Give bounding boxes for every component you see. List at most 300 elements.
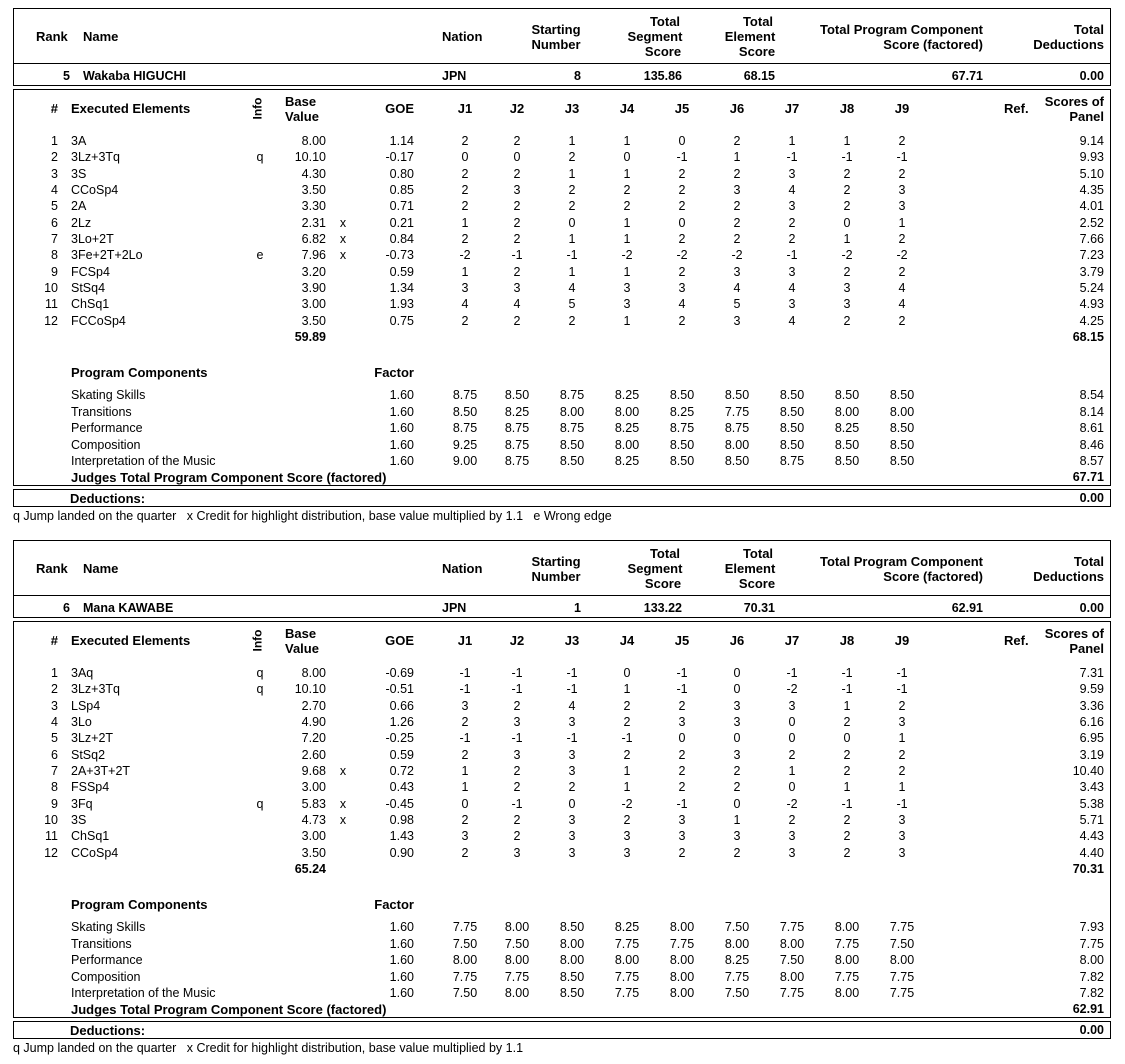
starting-number-header: Starting xyxy=(531,22,581,37)
judge-component-score: 8.75 xyxy=(559,421,585,435)
judge-goe: 2 xyxy=(788,231,796,246)
element-goe: 0.59 xyxy=(389,747,414,762)
judge-component-score: 8.00 xyxy=(889,404,915,419)
total-deductions-header: Total xyxy=(1073,554,1104,569)
judge-goe: 3 xyxy=(733,698,741,713)
judge-goe: -1 xyxy=(459,682,471,697)
judge-component-score: 8.50 xyxy=(779,437,805,452)
judge-goe: 1 xyxy=(568,264,576,279)
judge-component-score: 8.50 xyxy=(724,454,750,468)
component-panel-score: 8.61 xyxy=(1079,421,1104,435)
rank-header: Rank xyxy=(36,561,68,576)
element-panel-score: 3.36 xyxy=(1079,698,1104,713)
judge-goe: 3 xyxy=(461,698,469,713)
judge-goe: -1 xyxy=(621,731,633,746)
judge-header: J2 xyxy=(509,101,525,116)
judge-goe: -2 xyxy=(731,248,743,263)
judge-component-score: 7.75 xyxy=(724,404,750,419)
judge-goe: -1 xyxy=(841,150,853,165)
element-panel-score: 10.40 xyxy=(1072,763,1104,778)
judge-goe: -2 xyxy=(786,796,798,811)
judge-goe: 2 xyxy=(568,150,576,165)
judge-goe: 3 xyxy=(678,714,686,729)
judge-component-score: 8.00 xyxy=(504,986,530,1000)
deductions-label: Deductions: xyxy=(70,491,146,506)
judge-goe: 4 xyxy=(568,280,576,295)
judge-header: J7 xyxy=(784,633,800,648)
judge-goe: 5 xyxy=(733,297,741,312)
judge-goe: 1 xyxy=(788,763,796,778)
total-deductions-value: 0.00 xyxy=(1079,601,1104,615)
element-code: 3A xyxy=(71,134,87,148)
element-base-value: 2.31 xyxy=(301,215,326,230)
element-goe: -0.45 xyxy=(385,796,414,811)
judge-goe: -1 xyxy=(896,682,908,697)
judge-component-score: 8.00 xyxy=(889,953,915,967)
judge-component-score: 7.75 xyxy=(834,936,860,951)
judge-goe: -1 xyxy=(511,796,523,811)
element-number: 7 xyxy=(51,763,58,778)
judge-goe: 3 xyxy=(513,280,521,295)
element-goe: 0.80 xyxy=(389,166,414,181)
skater-nation: JPN xyxy=(442,69,467,83)
judge-component-score: 7.50 xyxy=(504,936,530,951)
element-base-value: 10.10 xyxy=(294,682,326,697)
judge-component-score: 7.75 xyxy=(452,969,478,984)
judge-goe: 2 xyxy=(568,313,576,328)
judge-goe: 1 xyxy=(623,134,631,148)
goe-header: GOE xyxy=(385,101,414,116)
judge-component-score: 8.50 xyxy=(834,454,860,468)
element-goe: 0.98 xyxy=(389,812,414,827)
component-name: Performance xyxy=(71,953,143,967)
judge-component-score: 8.50 xyxy=(889,388,915,402)
element-highlight-flag: x xyxy=(339,763,347,778)
judge-goe: 3 xyxy=(678,812,686,827)
judge-goe: 2 xyxy=(733,215,741,230)
judge-goe: 2 xyxy=(733,199,741,214)
judge-component-score: 8.00 xyxy=(452,953,478,967)
ref-header: Ref. xyxy=(1004,633,1029,648)
judge-goe: -1 xyxy=(676,666,688,680)
judge-component-score: 8.75 xyxy=(504,421,530,435)
judge-goe: -1 xyxy=(841,682,853,697)
judge-header: J2 xyxy=(509,633,525,648)
starting-number-header: Number xyxy=(531,569,581,584)
element-code: FCCoSp4 xyxy=(71,313,126,328)
component-name: Interpretation of the Music xyxy=(71,986,216,1000)
judge-goe: 2 xyxy=(843,714,851,729)
component-factor: 1.60 xyxy=(389,404,414,419)
judge-goe: 2 xyxy=(898,763,906,778)
judge-goe: 2 xyxy=(843,845,851,860)
judge-component-score: 7.75 xyxy=(834,969,860,984)
judge-goe: 2 xyxy=(788,747,796,762)
element-info: q xyxy=(256,682,264,697)
judge-component-score: 7.75 xyxy=(889,986,915,1000)
element-base-value: 8.00 xyxy=(301,666,326,680)
program-components-header: Program Components xyxy=(71,365,208,380)
judge-component-score: 8.25 xyxy=(614,454,640,468)
judge-goe: 3 xyxy=(898,199,906,214)
element-panel-score: 4.35 xyxy=(1079,182,1104,197)
judge-goe: 2 xyxy=(568,199,576,214)
judge-component-score: 8.50 xyxy=(559,969,585,984)
judge-goe: 3 xyxy=(788,199,796,214)
element-panel-score: 4.01 xyxy=(1079,199,1104,214)
judge-goe: 1 xyxy=(461,264,469,279)
judge-component-score: 7.75 xyxy=(614,969,640,984)
element-number: 4 xyxy=(51,714,58,729)
element-panel-score: 5.71 xyxy=(1079,812,1104,827)
judge-component-score: 8.75 xyxy=(504,437,530,452)
judge-goe: 1 xyxy=(898,780,906,795)
judge-goe: 2 xyxy=(513,698,521,713)
element-code: StSq2 xyxy=(71,747,106,762)
judge-goe: 2 xyxy=(461,313,469,328)
tss-value: 135.86 xyxy=(643,69,682,83)
judge-goe: 2 xyxy=(513,829,521,844)
element-panel-score: 9.14 xyxy=(1079,134,1104,148)
element-base-value: 5.83 xyxy=(301,796,326,811)
judge-header: J9 xyxy=(894,633,910,648)
judge-goe: 1 xyxy=(733,150,741,165)
element-number: 11 xyxy=(45,297,58,312)
judge-goe: 3 xyxy=(733,829,741,844)
element-number: 1 xyxy=(51,666,58,680)
scores-of-panel-header: Scores of xyxy=(1044,94,1104,109)
judge-goe: 3 xyxy=(788,698,796,713)
starting-number-value: 1 xyxy=(574,601,581,615)
judge-component-score: 8.25 xyxy=(834,421,860,435)
skater-nation: JPN xyxy=(442,601,467,615)
judge-component-score: 8.00 xyxy=(669,969,695,984)
judge-goe: 2 xyxy=(461,747,469,762)
judge-goe: 2 xyxy=(461,199,469,214)
judge-header: J4 xyxy=(619,633,635,648)
judge-goe: 2 xyxy=(898,134,906,148)
element-panel-score: 5.24 xyxy=(1079,280,1104,295)
element-code: ChSq1 xyxy=(71,829,110,844)
judge-goe: 2 xyxy=(513,134,521,148)
judge-goe: 2 xyxy=(678,780,686,795)
element-goe: 1.26 xyxy=(389,714,414,729)
judge-goe: 0 xyxy=(733,682,741,697)
judge-component-score: 8.50 xyxy=(559,437,585,452)
judge-goe: 4 xyxy=(461,297,469,312)
judge-goe: 1 xyxy=(788,134,796,148)
judge-goe: 1 xyxy=(568,166,576,181)
judge-goe: 2 xyxy=(461,182,469,197)
judge-component-score: 8.50 xyxy=(669,388,695,402)
judge-goe: 0 xyxy=(461,796,469,811)
element-code: FCSp4 xyxy=(71,264,110,279)
element-base-value: 3.00 xyxy=(301,297,326,312)
judge-goe: 2 xyxy=(678,182,686,197)
judge-goe: 0 xyxy=(461,150,469,165)
element-code: 3Fe+2T+2Lo xyxy=(71,248,143,263)
judge-goe: 2 xyxy=(513,313,521,328)
judge-component-score: 8.25 xyxy=(614,920,640,934)
judge-goe: 2 xyxy=(513,763,521,778)
judge-component-score: 8.00 xyxy=(614,404,640,419)
judge-goe: 4 xyxy=(898,280,906,295)
element-panel-score: 9.93 xyxy=(1079,150,1104,165)
judge-goe: -1 xyxy=(786,666,798,680)
summary-divider xyxy=(13,63,1111,64)
judge-goe: 4 xyxy=(733,280,741,295)
judge-goe: 4 xyxy=(788,313,796,328)
judge-goe: 4 xyxy=(788,280,796,295)
judge-component-score: 8.25 xyxy=(614,388,640,402)
judge-goe: 2 xyxy=(513,166,521,181)
judge-goe: -2 xyxy=(676,248,688,263)
judge-goe: -2 xyxy=(621,248,633,263)
element-base-value: 4.90 xyxy=(301,714,326,729)
skater-name: Mana KAWABE xyxy=(83,601,174,615)
element-base-value: 3.50 xyxy=(301,313,326,328)
judge-goe: 2 xyxy=(678,199,686,214)
judge-component-score: 8.75 xyxy=(779,454,805,468)
judge-goe: 2 xyxy=(898,313,906,328)
judge-component-score: 8.75 xyxy=(504,454,530,468)
judge-component-score: 8.00 xyxy=(724,936,750,951)
total-deductions-value: 0.00 xyxy=(1079,69,1104,83)
judge-goe: 3 xyxy=(843,297,851,312)
judge-component-score: 8.00 xyxy=(779,969,805,984)
judge-goe: 1 xyxy=(623,231,631,246)
judge-goe: 0 xyxy=(788,731,796,746)
deductions-label: Deductions: xyxy=(70,1023,146,1038)
judge-goe: -1 xyxy=(511,682,523,697)
base-value-header: Base xyxy=(285,94,317,109)
element-number: 5 xyxy=(51,199,58,214)
judge-goe: 2 xyxy=(513,264,521,279)
judge-goe: 2 xyxy=(678,845,686,860)
judge-goe: 2 xyxy=(513,199,521,214)
judge-goe: -1 xyxy=(566,666,578,680)
element-panel-score: 7.31 xyxy=(1079,666,1104,680)
judge-goe: 2 xyxy=(733,134,741,148)
judge-component-score: 9.25 xyxy=(452,437,478,452)
element-base-value: 8.00 xyxy=(301,134,326,148)
tss-header: Total xyxy=(649,14,681,29)
judge-component-score: 7.50 xyxy=(724,986,750,1000)
element-number: 6 xyxy=(51,215,58,230)
element-base-value: 3.90 xyxy=(301,280,326,295)
judge-component-score: 7.75 xyxy=(614,986,640,1000)
judge-component-score: 8.25 xyxy=(724,953,750,967)
tpcs-header: Total Program Component xyxy=(820,22,983,37)
judge-component-score: 8.75 xyxy=(559,388,585,402)
judge-goe: 2 xyxy=(623,812,631,827)
judge-goe: -1 xyxy=(676,150,688,165)
judge-goe: 3 xyxy=(623,845,631,860)
judge-component-score: 8.50 xyxy=(889,421,915,435)
judge-goe: 1 xyxy=(461,215,469,230)
judge-goe: 3 xyxy=(733,313,741,328)
judge-goe: 3 xyxy=(568,747,576,762)
element-panel-score: 5.10 xyxy=(1079,166,1104,181)
judge-component-score: 8.00 xyxy=(724,437,750,452)
judge-component-score: 7.75 xyxy=(779,920,805,934)
element-number: 4 xyxy=(51,182,58,197)
element-number: 3 xyxy=(51,166,58,181)
judge-goe: 3 xyxy=(898,182,906,197)
tes-header: Total xyxy=(742,546,774,561)
judge-component-score: 8.50 xyxy=(779,421,805,435)
judge-goe: 2 xyxy=(678,698,686,713)
judge-component-score: 8.00 xyxy=(504,920,530,934)
tss-header: Segment xyxy=(627,29,683,44)
element-highlight-flag: x xyxy=(339,215,347,230)
judge-component-score: 8.25 xyxy=(669,404,695,419)
element-highlight-flag: x xyxy=(339,812,347,827)
component-panel-score: 8.46 xyxy=(1079,437,1104,452)
component-factor: 1.60 xyxy=(389,953,414,967)
judge-goe: 2 xyxy=(568,182,576,197)
program-components-header: Program Components xyxy=(71,897,208,912)
judge-goe: 2 xyxy=(623,182,631,197)
element-highlight-flag: x xyxy=(339,248,347,263)
judge-goe: 2 xyxy=(461,134,469,148)
element-code: 3S xyxy=(71,166,87,181)
base-value-header: Base xyxy=(285,626,317,641)
factor-header: Factor xyxy=(374,365,414,380)
judge-goe: 0 xyxy=(733,666,741,680)
nation-header: Nation xyxy=(442,561,483,576)
judge-goe: -1 xyxy=(896,150,908,165)
judge-goe: 2 xyxy=(843,313,851,328)
judge-goe: 1 xyxy=(843,698,851,713)
pcs-total: 67.71 xyxy=(1072,470,1104,484)
judge-goe: 2 xyxy=(623,747,631,762)
judge-goe: 1 xyxy=(623,313,631,328)
judge-component-score: 8.50 xyxy=(834,437,860,452)
judge-component-score: 8.25 xyxy=(504,404,530,419)
judge-goe: 2 xyxy=(623,698,631,713)
skater-rank: 6 xyxy=(63,601,70,615)
element-goe: 1.43 xyxy=(389,829,414,844)
judge-header: J8 xyxy=(839,633,855,648)
tpcs-value: 67.71 xyxy=(951,69,983,83)
judge-component-score: 8.50 xyxy=(452,404,478,419)
judge-goe: 1 xyxy=(568,134,576,148)
judge-component-score: 8.50 xyxy=(779,404,805,419)
element-panel-score: 2.52 xyxy=(1079,215,1104,230)
judge-header: J6 xyxy=(729,633,745,648)
judge-goe: 0 xyxy=(623,150,631,165)
judge-goe: 1 xyxy=(623,264,631,279)
element-number: 2 xyxy=(51,682,58,697)
element-base-value: 10.10 xyxy=(294,150,326,165)
judge-header: J5 xyxy=(674,101,690,116)
base-value-header: Value xyxy=(285,641,319,656)
element-info: q xyxy=(256,796,264,811)
judge-goe: 1 xyxy=(843,231,851,246)
judge-goe: 3 xyxy=(623,829,631,844)
judge-component-score: 8.25 xyxy=(614,421,640,435)
judge-goe: 2 xyxy=(678,313,686,328)
judge-goe: 0 xyxy=(568,796,576,811)
judge-component-score: 8.50 xyxy=(559,920,585,934)
judge-goe: -1 xyxy=(786,248,798,263)
judge-header: J8 xyxy=(839,101,855,116)
element-panel-score: 7.23 xyxy=(1079,248,1104,263)
judge-goe: 3 xyxy=(513,845,521,860)
judge-component-score: 8.50 xyxy=(669,454,695,468)
name-header: Name xyxy=(83,561,119,576)
component-name: Transitions xyxy=(71,404,132,419)
judge-goe: -1 xyxy=(566,248,578,263)
judge-goe: 3 xyxy=(678,829,686,844)
tpcs-value: 62.91 xyxy=(951,601,983,615)
judge-component-score: 8.50 xyxy=(779,388,805,402)
judge-component-score: 7.75 xyxy=(724,969,750,984)
legend-footnote: q Jump landed on the quarter x Credit for highlight distribution, base value multiplied by 1.1 e Wrong edge xyxy=(13,509,612,523)
info-header: Info xyxy=(250,629,265,652)
element-base-value: 2.60 xyxy=(301,747,326,762)
element-code: 3Aq xyxy=(71,666,94,680)
judge-component-score: 7.75 xyxy=(452,920,478,934)
judge-goe: -1 xyxy=(511,666,523,680)
judge-goe: -1 xyxy=(511,731,523,746)
judge-goe: 2 xyxy=(843,166,851,181)
judge-goe: 2 xyxy=(733,231,741,246)
judge-goe: 1 xyxy=(461,780,469,795)
component-name: Composition xyxy=(71,437,141,452)
base-value-total: 65.24 xyxy=(294,862,326,876)
element-goe: 1.93 xyxy=(389,297,414,312)
name-header: Name xyxy=(83,29,119,44)
element-base-value: 3.50 xyxy=(301,182,326,197)
judge-header: J7 xyxy=(784,101,800,116)
element-base-value: 7.96 xyxy=(301,248,326,263)
element-number: 12 xyxy=(44,845,58,860)
judge-goe: 0 xyxy=(788,780,796,795)
judge-goe: 2 xyxy=(733,166,741,181)
judge-goe: 1 xyxy=(461,763,469,778)
element-panel-score: 4.43 xyxy=(1079,829,1104,844)
judge-header: J6 xyxy=(729,101,745,116)
component-name: Performance xyxy=(71,421,143,435)
judge-goe: 2 xyxy=(733,763,741,778)
element-goe: 1.34 xyxy=(389,280,414,295)
judge-component-score: 8.00 xyxy=(834,986,860,1000)
judge-component-score: 8.50 xyxy=(889,454,915,468)
tss-value: 133.22 xyxy=(643,601,682,615)
tes-header: Score xyxy=(738,576,776,591)
judge-component-score: 8.00 xyxy=(559,936,585,951)
judge-component-score: 8.00 xyxy=(669,986,695,1000)
component-name: Skating Skills xyxy=(71,920,146,934)
judge-goe: 0 xyxy=(843,215,851,230)
judge-goe: 3 xyxy=(568,829,576,844)
judge-component-score: 8.50 xyxy=(559,986,585,1000)
judge-goe: -1 xyxy=(566,731,578,746)
judge-goe: 2 xyxy=(898,747,906,762)
judge-goe: 1 xyxy=(623,780,631,795)
component-name: Composition xyxy=(71,969,141,984)
judge-goe: -1 xyxy=(566,682,578,697)
element-code: CCoSp4 xyxy=(71,845,119,860)
judge-goe: -2 xyxy=(896,248,908,263)
element-highlight-flag: x xyxy=(339,796,347,811)
judge-component-score: 7.50 xyxy=(452,936,478,951)
judge-goe: 3 xyxy=(788,297,796,312)
legend-footnote: q Jump landed on the quarter x Credit for highlight distribution, base value multiplied by 1.1 xyxy=(13,1041,524,1055)
judge-goe: 1 xyxy=(623,682,631,697)
